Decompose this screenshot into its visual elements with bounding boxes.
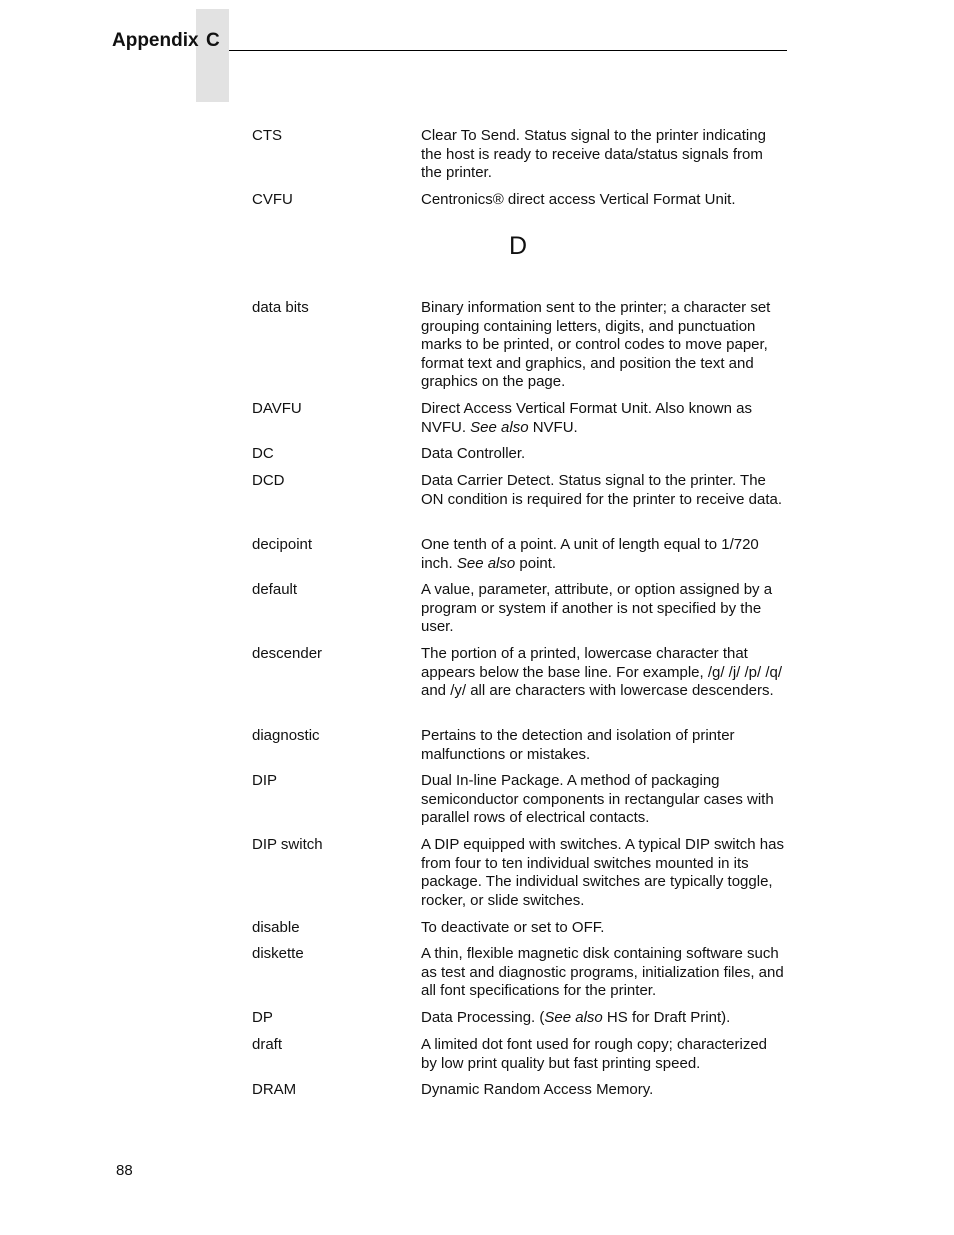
glossary-term: default: [252, 581, 298, 598]
see-also-reference: See also: [470, 418, 529, 436]
glossary-term: CVFU: [252, 191, 293, 208]
glossary-term: descender: [252, 645, 323, 662]
glossary-definition: [421, 645, 787, 701]
glossary-term: DC: [252, 445, 274, 462]
glossary-term: DAVFU: [252, 400, 302, 417]
definition-text: A value, parameter, attribute, or option assigned by a program or system if another is not specified by the user.: [421, 581, 773, 636]
definition-text: Direct Access Vertical Format Unit. Also known as NVFU.: [421, 400, 752, 436]
glossary-term: DIP: [252, 772, 278, 789]
glossary-definition: [421, 400, 787, 437]
definition-text: Clear To Send. Status signal to the printer indicating the host is ready to receive data/status signals from the printer.: [421, 127, 766, 182]
glossary-definition: [421, 727, 787, 764]
glossary-definition: [421, 836, 787, 910]
glossary-definition: [421, 536, 787, 573]
definition-text: Pertains to the detection and isolation of printer malfunctions or mistakes.: [421, 727, 735, 763]
glossary-definition: [421, 1036, 787, 1073]
definition-text: Data Carrier Detect. Status signal to the printer. The ON condition is required for the printer to receive data.: [421, 472, 783, 508]
glossary-definition: [421, 445, 787, 464]
definition-text: Data Controller.: [421, 445, 526, 462]
chapter-tab: [196, 9, 229, 102]
glossary-definition: [421, 772, 787, 828]
glossary-term: diskette: [252, 945, 304, 962]
see-also-reference: See also: [544, 1009, 603, 1026]
definition-text: Dual In-line Package. A method of packaging semiconductor components in rectangular cases with parallel rows of electrical contacts.: [421, 772, 774, 827]
definition-text: A DIP equipped with switches. A typical DIP switch has from four to ten individual switches mounted in its package. The individual switches are typically toggle, rocker, or slide switches.: [421, 836, 784, 909]
definition-text: Data Processing. (: [421, 1009, 545, 1026]
section-letter: D: [509, 232, 528, 260]
glossary-definition: [421, 581, 787, 637]
glossary-definition: [421, 127, 787, 183]
definition-text: Binary information sent to the printer; a character set grouping containing letters, digits, and punctuation marks to be printed, or control codes to move paper, format text and graphics, and position the text and graphics on the page.: [421, 299, 771, 391]
glossary-term: DIP switch: [252, 836, 323, 853]
glossary-term: DP: [252, 1009, 273, 1026]
appendix-letter: C: [206, 30, 220, 51]
definition-text: HS for Draft Print).: [602, 1009, 731, 1026]
see-also-reference: See also: [456, 554, 516, 572]
definition-text: To deactivate or set to OFF.: [421, 919, 605, 936]
glossary-definition: [421, 1081, 787, 1100]
definition-text: A thin, flexible magnetic disk containing software such as test and diagnostic programs, initialization files, and all font specifications for the printer.: [421, 945, 784, 1000]
running-header: [112, 30, 220, 52]
definition-text: point.: [515, 554, 557, 572]
definition-text: Centronics® direct access Vertical Format Unit.: [421, 191, 736, 208]
glossary-term: DCD: [252, 472, 285, 489]
glossary-definition: [421, 1009, 787, 1028]
glossary-term: CTS: [252, 127, 282, 144]
glossary-definition: [421, 191, 787, 210]
glossary-definition: [421, 919, 787, 938]
glossary-term: diagnostic: [252, 727, 320, 744]
glossary-definition: [421, 945, 787, 1001]
glossary-definition: [421, 472, 787, 509]
definition-text: NVFU.: [528, 418, 578, 436]
definition-text: One tenth of a point. A unit of length equal to 1/720 inch.: [421, 536, 759, 572]
appendix-label: Appendix: [112, 30, 199, 51]
glossary-term: data bits: [252, 299, 309, 316]
glossary-term: disable: [252, 919, 300, 936]
glossary-term: decipoint: [252, 536, 313, 553]
glossary-term: DRAM: [252, 1081, 297, 1098]
glossary-definition: [421, 299, 787, 392]
definition-text: Dynamic Random Access Memory.: [421, 1081, 654, 1098]
definition-text: The portion of a printed, lowercase character that appears below the base line. For example, /g/ /j/ /p/ /q/ and /y/ all are characters with lowercase descenders.: [421, 645, 783, 700]
definition-text: A limited dot font used for rough copy; characterized by low print quality but fast printing speed.: [421, 1036, 768, 1072]
page-number: 88: [116, 1162, 133, 1179]
glossary-term: draft: [252, 1036, 283, 1053]
header-rule: [229, 50, 787, 51]
